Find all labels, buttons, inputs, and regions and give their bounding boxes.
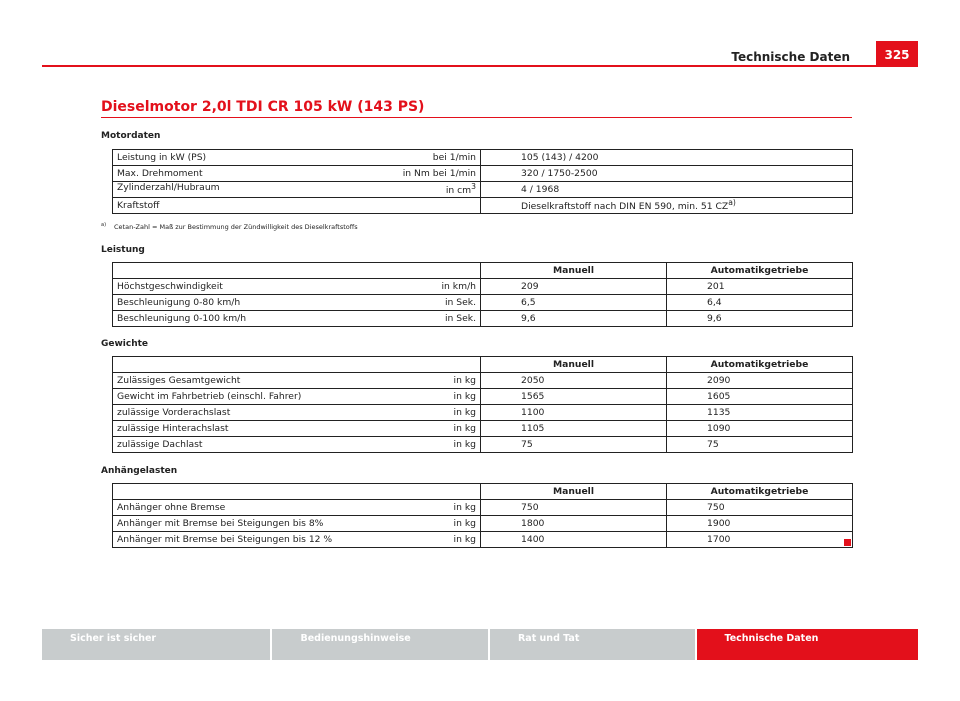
label-wrap <box>117 534 476 545</box>
row-unit <box>445 313 476 324</box>
row-unit <box>454 518 476 529</box>
label-cell <box>113 166 481 182</box>
manuell-cell: 6,5 <box>481 295 667 311</box>
label-wrap <box>117 439 476 450</box>
header-rule <box>42 65 876 67</box>
value-superscript: a) <box>728 198 736 208</box>
unit-text: in kg <box>453 391 476 402</box>
column-header-automatik: Automatikgetriebe <box>667 263 853 279</box>
value-cell <box>481 150 853 166</box>
column-header-automatik: Automatikgetriebe <box>667 484 853 500</box>
label-cell <box>113 516 481 532</box>
table-row <box>113 373 853 389</box>
unit-text: in kg <box>453 423 476 434</box>
row-unit <box>403 168 476 179</box>
automatik-cell: 1090 <box>667 421 853 437</box>
title-rule <box>101 117 852 118</box>
manuell-cell: 75 <box>481 437 667 453</box>
label-wrap <box>117 182 476 196</box>
table-row <box>113 405 853 421</box>
automatik-cell: 1605 <box>667 389 853 405</box>
row-label: zulässige Vorderachslast <box>117 407 231 418</box>
nav-tab-technische-daten[interactable]: Technische Daten <box>697 629 918 660</box>
row-label: Zylinderzahl/Hubraum <box>117 182 220 194</box>
gewichte-table <box>112 356 853 453</box>
manuell-cell: 1800 <box>481 516 667 532</box>
row-label: zulässige Dachlast <box>117 439 203 450</box>
row-label: Gewicht im Fahrbetrieb (einschl. Fahrer) <box>117 391 302 402</box>
motordaten-table <box>112 149 853 214</box>
unit-superscript: 3 <box>471 182 476 192</box>
label-cell <box>113 182 481 198</box>
table-row <box>113 311 853 327</box>
automatik-cell: 9,6 <box>667 311 853 327</box>
table-row <box>113 166 853 182</box>
unit-text: in cm <box>445 185 472 197</box>
row-label: Anhänger mit Bremse bei Steigungen bis 12 % <box>117 534 333 545</box>
manuell-cell: 209 <box>481 279 667 295</box>
header-empty-cell <box>113 263 481 279</box>
value-cell <box>481 182 853 198</box>
row-value: 4 / 1968 <box>521 184 560 195</box>
column-header-manuell: Manuell <box>481 357 667 373</box>
page-number: 325 <box>876 41 918 67</box>
row-label: Max. Drehmoment <box>117 168 203 179</box>
row-unit <box>454 502 476 513</box>
label-cell <box>113 421 481 437</box>
table-row <box>113 295 853 311</box>
unit-text: in km/h <box>441 281 476 292</box>
table-row <box>113 532 853 548</box>
automatik-cell: 6,4 <box>667 295 853 311</box>
row-label: Anhänger ohne Bremse <box>117 502 226 513</box>
manuell-cell: 2050 <box>481 373 667 389</box>
manuell-cell: 1565 <box>481 389 667 405</box>
anhaengelasten-table <box>112 483 853 548</box>
label-cell <box>113 295 481 311</box>
header-title: Technische Daten <box>731 50 850 64</box>
leistung-table <box>112 262 853 327</box>
column-header-manuell: Manuell <box>481 484 667 500</box>
section-heading-anhaengelasten: Anhängelasten <box>101 466 178 476</box>
automatik-cell: 201 <box>667 279 853 295</box>
row-label: Anhänger mit Bremse bei Steigungen bis 8% <box>117 518 324 529</box>
row-unit <box>454 439 476 450</box>
label-cell <box>113 198 481 214</box>
table-row <box>113 150 853 166</box>
row-value: 320 / 1750-2500 <box>521 168 598 179</box>
label-cell <box>113 389 481 405</box>
header-empty-cell <box>113 484 481 500</box>
table-row <box>113 389 853 405</box>
label-cell <box>113 437 481 453</box>
unit-text: in Nm bei 1/min <box>402 168 476 179</box>
label-cell <box>113 373 481 389</box>
row-label: Leistung in kW (PS) <box>117 152 207 163</box>
unit-text: in kg <box>453 407 476 418</box>
label-wrap <box>117 502 476 513</box>
section-heading-motordaten: Motordaten <box>101 131 161 141</box>
label-cell <box>113 311 481 327</box>
nav-tab-sicher-ist-sicher[interactable]: Sicher ist sicher <box>42 629 270 660</box>
label-cell <box>113 279 481 295</box>
table-row <box>113 500 853 516</box>
table-header-row <box>113 484 853 500</box>
label-wrap <box>117 152 476 163</box>
unit-text: in kg <box>453 518 476 529</box>
unit-text: in kg <box>453 439 476 450</box>
row-label: Zulässiges Gesamtgewicht <box>117 375 241 386</box>
manuell-cell: 1105 <box>481 421 667 437</box>
label-cell <box>113 500 481 516</box>
automatik-cell: 1700 <box>667 532 853 548</box>
automatik-cell: 1900 <box>667 516 853 532</box>
row-value: Dieselkraftstoff nach DIN EN 590, min. 51 CZ <box>521 201 729 213</box>
unit-text: in kg <box>453 534 476 545</box>
table-row <box>113 421 853 437</box>
automatik-cell: 750 <box>667 500 853 516</box>
row-unit <box>454 391 476 402</box>
label-cell <box>113 405 481 421</box>
table-header-row <box>113 357 853 373</box>
label-cell <box>113 150 481 166</box>
footer-nav <box>42 629 918 660</box>
label-wrap <box>117 375 476 386</box>
row-unit <box>454 407 476 418</box>
column-header-manuell: Manuell <box>481 263 667 279</box>
label-wrap <box>117 313 476 324</box>
manuell-cell: 9,6 <box>481 311 667 327</box>
row-unit <box>454 375 476 386</box>
row-label: Höchstgeschwindigkeit <box>117 281 223 292</box>
label-wrap <box>117 297 476 308</box>
row-unit <box>445 297 476 308</box>
unit-text: in Sek. <box>444 297 476 308</box>
row-label: Beschleunigung 0-100 km/h <box>117 313 247 324</box>
label-wrap <box>117 518 476 529</box>
section-heading-gewichte: Gewichte <box>101 339 149 349</box>
label-cell <box>113 532 481 548</box>
table-row <box>113 437 853 453</box>
row-label: zulässige Hinterachslast <box>117 423 229 434</box>
automatik-cell: 75 <box>667 437 853 453</box>
unit-text: in kg <box>453 375 476 386</box>
value-cell <box>481 198 853 214</box>
row-unit <box>442 281 477 292</box>
label-wrap <box>117 200 476 211</box>
footnote: $^{a)}$ Cetan-Zahl = Maß zur Bestimmung der Zündwilligkeit des Dieselkraftstoffs <box>101 222 358 232</box>
label-wrap <box>117 391 476 402</box>
row-unit <box>454 423 476 434</box>
value-cell <box>481 166 853 182</box>
header-empty-cell <box>113 357 481 373</box>
column-header-automatik: Automatikgetriebe <box>667 357 853 373</box>
table-row <box>113 516 853 532</box>
table-row <box>113 279 853 295</box>
label-wrap <box>117 407 476 418</box>
automatik-cell: 2090 <box>667 373 853 389</box>
table-row <box>113 198 853 214</box>
row-unit <box>454 534 476 545</box>
manuell-cell: 1100 <box>481 405 667 421</box>
label-wrap <box>117 168 476 179</box>
row-label: Kraftstoff <box>117 200 160 211</box>
page-title: Dieselmotor 2,0l TDI CR 105 kW (143 PS) <box>101 99 425 115</box>
nav-tab-rat-und-tat[interactable]: Rat und Tat <box>490 629 695 660</box>
row-label: Beschleunigung 0-80 km/h <box>117 297 241 308</box>
unit-text: bei 1/min <box>432 152 476 163</box>
section-end-marker <box>844 539 851 546</box>
label-wrap <box>117 281 476 292</box>
label-wrap <box>117 423 476 434</box>
row-value: 105 (143) / 4200 <box>521 152 599 163</box>
unit-text: in Sek. <box>444 313 476 324</box>
table-row <box>113 182 853 198</box>
row-unit <box>433 152 476 163</box>
table-header-row <box>113 263 853 279</box>
nav-tab-bedienungshinweise[interactable]: Bedienungshinweise <box>272 629 488 660</box>
automatik-cell: 1135 <box>667 405 853 421</box>
unit-text: in kg <box>453 502 476 513</box>
row-unit <box>446 182 476 196</box>
section-heading-leistung: Leistung <box>101 245 145 255</box>
manuell-cell: 750 <box>481 500 667 516</box>
manuell-cell: 1400 <box>481 532 667 548</box>
